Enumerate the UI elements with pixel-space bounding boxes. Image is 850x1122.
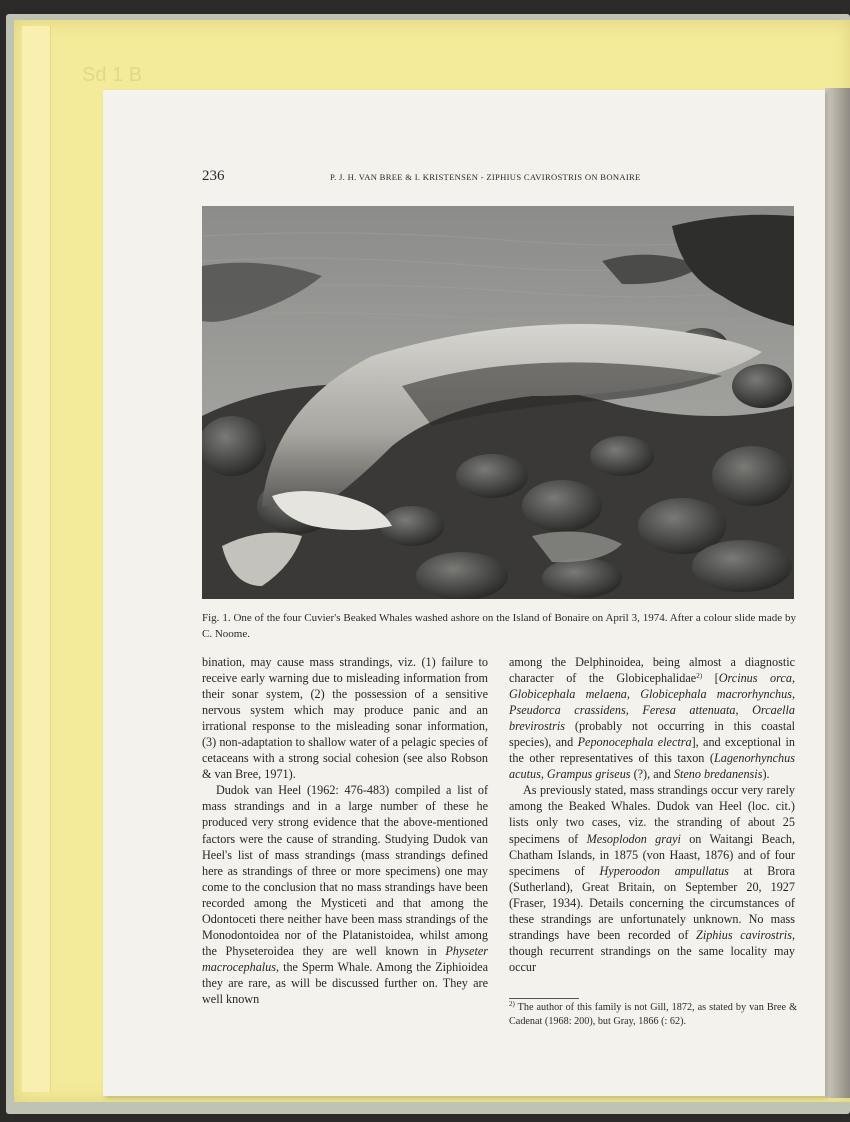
- left-p2-text-b: , the Sperm Whale. Among the Ziphioidea they are rare, as will be discussed further on. They are well known: [202, 959, 488, 1006]
- footnote-marker: 2): [509, 1000, 515, 1008]
- taxon-physeter: Physeter macrocephalus: [202, 943, 488, 974]
- taxon-ziphius: Ziphius cavirostris: [696, 927, 792, 942]
- whale-photo-drawing: [202, 206, 794, 599]
- footnote-ref: 2): [696, 672, 703, 681]
- right-p1-text-d: ], and exceptional in the other representatives of this taxon (: [509, 735, 795, 766]
- footnote-text: The author of this family is not Gill, 1872, as stated by van Bree & Cadenat (1968: 200), but Gray, 1866 (: 62).: [509, 1002, 797, 1027]
- right-column: [509, 654, 795, 975]
- right-p2-text-c: at Brora (Sutherland), Great Britain, on September 20, 1927 (Fraser, 1934). Details concerning the circumstances of these strandings are unfortunately unknown. No mass strandings have been recorded of: [509, 863, 796, 942]
- right-p1-text-a: among the Delphinoidea, being almost a diagnostic character of the Globicephalidae: [509, 655, 795, 686]
- left-p2-text-a: Dudok van Heel (1962: 476-483) compiled a list of mass strandings and in a large number of these he produced very strong evidence that the above-mentioned factors were the cause of stranding. Studying Dudok van Heel's list of mass strandings (mass strandings defined here as strandings of three or more specimens) one may come to the conclusion that no mass strandings have been recorded among the Mysticeti and that among the Odontoceti there neither have been mass strandings of the Monodontoidea nor of the Platanistoidea, whilst among the Physeteroidea they are well known in: [202, 783, 488, 958]
- right-p2-text-a: As previously stated, mass strandings occur very rarely among the Beaked Whales. Dudok van Heel (loc. cit.) lists only two cases, viz. the stranding of about 25 specimens of: [509, 783, 795, 846]
- page-edge-shadow: [825, 88, 850, 1098]
- taxon-steno: Steno bredanensis: [673, 767, 763, 782]
- right-p1-text-f: ).: [762, 767, 770, 782]
- folder-mark: Sd 1 B: [82, 64, 143, 86]
- left-paragraph-1: bination, may cause mass strandings, viz. (1) failure to receive early warning due to misleading information from their sonar system, (2) the possession of a sensitive nervous system which may produce panic and an irrational response to the misleading sonar information, (3) non-adaptation to shallow water of a pelagic species of cetaceans with a strong social cohesion (see also Robson & van Bree, 1971).: [202, 655, 488, 782]
- taxa-list-1: Orcinus orca, Globicephala melaena, Globicephala macrorhynchus, Pseudorca crassidens, Feresa attenuata, Orcaella brevirostris: [509, 671, 795, 734]
- folder-edge: [22, 26, 51, 1092]
- whale-photo: [202, 206, 794, 599]
- taxon-peponocephala: Peponocephala electra: [577, 735, 692, 750]
- right-p1-text-e: (?), and: [630, 767, 674, 782]
- footnote-rule: [509, 998, 579, 999]
- page-header: [202, 168, 796, 188]
- right-p1-text-b: [: [702, 671, 719, 686]
- running-head: P. J. H. VAN BREE & I. KRISTENSEN - ZIPHIUS CAVIROSTRIS ON BONAIRE: [330, 172, 641, 182]
- left-paragraph-2: [202, 782, 488, 1007]
- taxon-hyperoodon: Hyperoodon ampullatus: [599, 863, 729, 878]
- right-p1-text-c: (probably not occurring in this coastal species), and: [509, 719, 795, 750]
- footnote: [509, 1001, 797, 1029]
- taxon-mesoplodon: Mesoplodon grayi: [586, 831, 681, 846]
- right-paragraph-1: [509, 654, 795, 782]
- figure-caption: Fig. 1. One of the four Cuvier's Beaked Whales washed ashore on the Island of Bonaire on April 3, 1974. After a colour slide made by C. Noome.: [202, 612, 796, 640]
- left-column: [202, 654, 488, 1007]
- right-p2-text-d: , though recurrent strandings on the same locality may occur: [509, 927, 795, 974]
- right-paragraph-2: [509, 782, 795, 975]
- page-number: 236: [202, 168, 225, 184]
- right-p2-text-b: on Waitangi Beach, Chatham Islands, in 1875 (von Haast, 1876) and of four specimens of: [509, 831, 796, 878]
- taxa-list-2: Lagenorhynchus acutus, Grampus griseus: [509, 751, 795, 782]
